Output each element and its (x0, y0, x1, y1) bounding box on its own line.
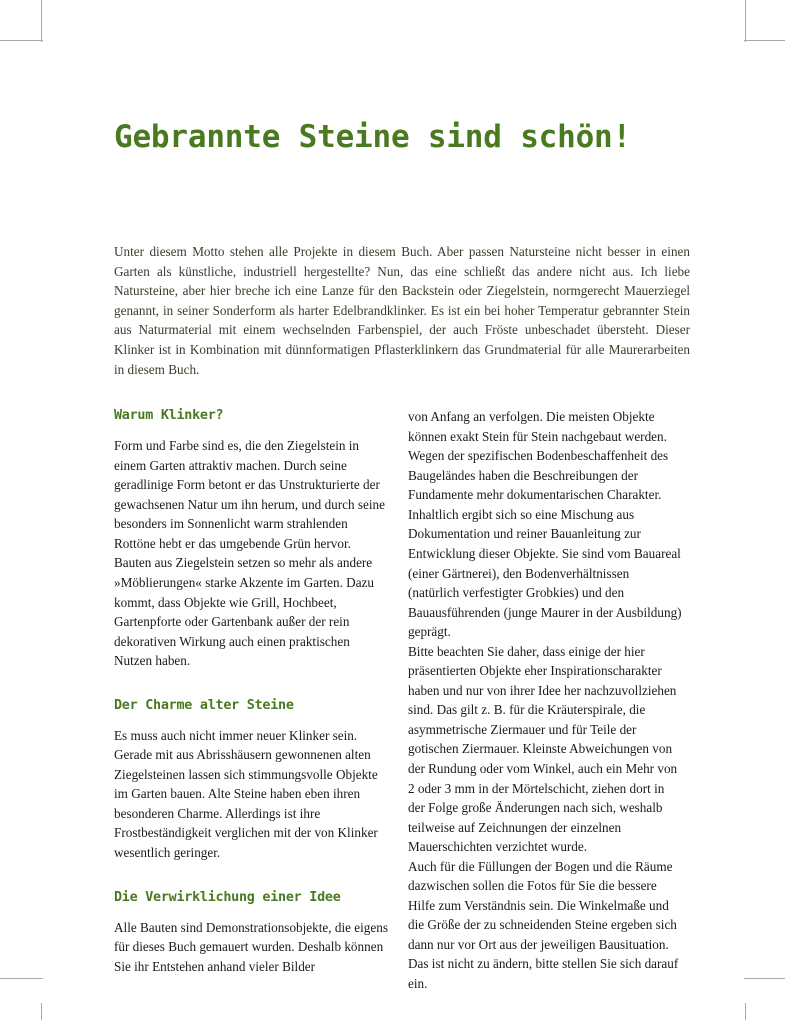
section-body-die-verwirklichung-einer-idee: Alle Bauten sind Demonstrationsobjekte, die eigens für dieses Buch gemauert wurden. Deshalb können Sie ihr Entstehen anhand vieler Bilder (114, 919, 388, 974)
crop-mark-top-right-horizontal (744, 40, 785, 41)
right-column-paragraph-1: von Anfang an verfolgen. Die meisten Objekte können exakt Stein für Stein nachgebaut werden. Wegen der spezifischen Bodenbeschaffenheit des Baugeländes haben die Beschreibungen der Fundamente mehr dokumentarischen Charakter. Inhaltlich ergibt sich so eine Mischung aus Dokumentation und reiner Bauanleitung zur Entwicklung dieser Objekte. Sie sind vom Bauareal (einer Gärtnerei), den Bodenverhältnissen (natürlich verfestigter Grobkies) und den Bauausführenden (junge Maurer in der Ausbildung) geprägt. (408, 409, 682, 640)
column-right (408, 407, 682, 993)
crop-mark-bottom-left-horizontal (0, 978, 43, 979)
intro-paragraph: Unter diesem Motto stehen alle Projekte in diesem Buch. Aber passen Natursteine nicht besser in einen Garten als künstliche, industriell hergestellte? Nun, das eine schließt das andere nicht aus. Ich liebe Natursteine, aber hier breche ich eine Lanze für den Backstein oder Ziegelstein, normgerecht Mauerziegel genannt, in seiner Sonderform als harter Edelbrandklinker. Es ist ein bei hoher Temperatur gebrannter Stein aus Naturmaterial mit einem wechselnden Farbenspiel, der auch Fröste unbeschadet übersteht. Dieser Klinker ist in Kombination mit dünnformatigen Pflasterklinkern das Grundmaterial für alle Maurerarbeiten in diesem Buch. (114, 244, 690, 377)
right-column-paragraph-2: Bitte beachten Sie daher, dass einige der hier präsentierten Objekte eher Inspirationscharakter haben und nur von ihrer Idee her nachzuvollziehen sind. Das gilt z. B. für die Kräuterspirale, die asymmetrische Ziermauer und für Teile der gotischen Ziermauer. Kleinste Abweichungen von der Rundung oder vom Winkel, auch ein Mehr von 2 oder 3 mm in der Mörtelschicht, ziehen dort in der Folge große Änderungen nach sich, weshalb teilweise auf Zeichnungen der einzelnen Mauerschichten verzichtet wurde. (408, 643, 678, 855)
two-column-body (114, 379, 690, 993)
crop-mark-top-left-vertical (41, 0, 42, 42)
crop-mark-bottom-right-horizontal (744, 978, 785, 979)
crop-mark-bottom-left-vertical (41, 1003, 42, 1020)
page-title: Gebrannte Steine sind schön! (114, 119, 631, 155)
section-heading-die-verwirklichung-einer-idee: Die Verwirklichung einer Idee (114, 889, 341, 905)
right-column-paragraph-3: Auch für die Füllungen der Bogen und die Räume dazwischen sollen die Fotos für Sie die bessere Hilfe zum Verständnis sein. Die Winkelmaße und die Größe der zu schneidenden Steine ergeben sich dann nur vor Ort aus der jeweiligen Bausituation. Das ist nicht zu ändern, bitte stellen Sie sich darauf ein. (408, 858, 679, 992)
crop-mark-top-right-vertical (745, 0, 746, 42)
section-heading-warum-klinker: Warum Klinker? (114, 408, 224, 424)
crop-mark-bottom-right-vertical (745, 1003, 746, 1020)
crop-mark-top-left-horizontal (0, 40, 43, 41)
column-left (114, 407, 388, 993)
section-body-der-charme-alter-steine: Es muss auch nicht immer neuer Klinker sein. Gerade mit aus Abrisshäusern gewonnenen alten Ziegelsteinen lassen sich stimmungsvolle Objekte im Garten bauen. Alte Steine haben eben ihren besonderen Charme. Allerdings ist ihre Frostbeständigkeit verglichen mit der von Klinker wesentlich geringer. (114, 727, 378, 860)
text-block (114, 118, 690, 994)
section-body-warum-klinker: Form und Farbe sind es, die den Ziegelstein in einem Garten attraktiv machen. Durch seine geradlinige Form betont er das Unstrukturierte der gewachsenen Natur um ihn herum, und durch seine besonders im Sonnenlicht warm strahlenden Rottöne hebt er das umgebende Grün hervor. Bauten aus Ziegelstein setzen so mehr als andere »Möblierungen« starke Akzente im Garten. Dazu kommt, dass Objekte wie Grill, Hochbeet, Gartenpforte oder Gartenbank außer der rein dekorativen Wirkung auch einen praktischen Nutzen haben. (114, 438, 385, 669)
section-heading-der-charme-alter-steine: Der Charme alter Steine (114, 697, 294, 713)
